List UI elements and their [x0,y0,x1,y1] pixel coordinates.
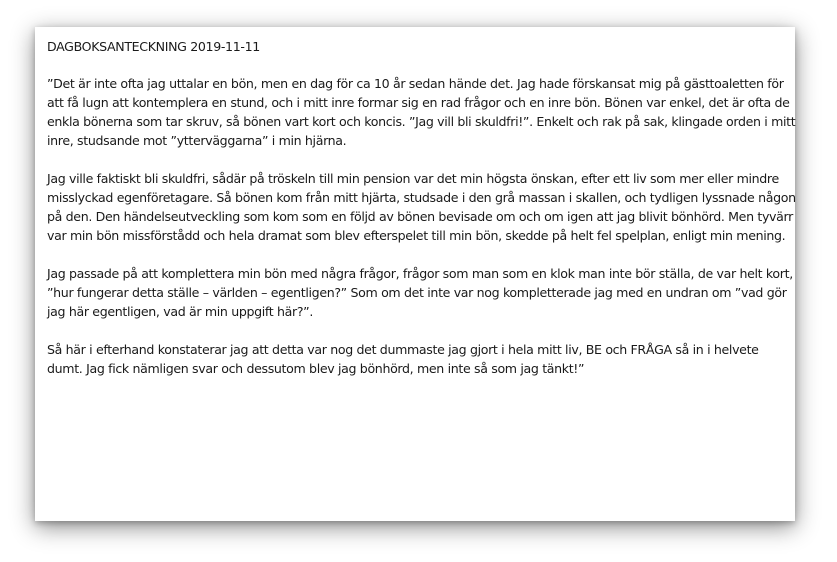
paragraph-4: Så här i efterhand konstaterar jag att detta var nog det dummaste jag gjort i hela mitt liv, BE och FRÅGA så in i helvete dumt. Jag fick nämligen svar och dessutom blev jag bönhörd, men inte så som jag tänkt!” [47,342,759,376]
paragraph-2: Jag ville faktiskt bli skuldfri, sådär på tröskeln till min pension var det min högsta önskan, efter ett liv som mer eller mindre misslyckad egenföretagare. Så bönen kom från mitt hjärta, studsade i den grå massan i skallen, och tydligen lyssnade någon på den. Den händelseutveckling som kom som en följd av bönen bevisade om och om igen att jag blivit bönhörd. Men tyvärr var min bön missförstådd och hela dramat som blev efterspelet till min bön, skedde på helt fel spelplan, enligt min mening. [47,171,796,243]
document-page [35,27,795,521]
document-heading: DAGBOKSANTECKNING 2019-11-11 [47,39,260,54]
paragraph-3: Jag passade på att komplettera min bön med några frågor, frågor som man som en klok man inte bör ställa, de var helt kort, ”hur fungerar detta ställe – världen – egentligen?” Som om det inte var nog kompletterade jag med en undran om ”vad gör jag här egentligen, vad är min uppgift här?”. [47,266,793,319]
paragraph-1: ”Det är inte ofta jag uttalar en bön, men en dag för ca 10 år sedan hände det. Jag hade förskansat mig på gästtoaletten för att få lugn att kontemplera en stund, och i mitt inre formar sig en rad frågor och en inre bön. Bönen var enkel, det är ofta de enkla bönerna som tar skruv, så bönen vart kort och koncis. ”Jag vill bli skuldfri!”. Enkelt och rak på sak, klingade orden i mitt inre, studsande mot ”ytterväggarna” i min hjärna. [47,76,796,148]
document-body [47,37,797,378]
